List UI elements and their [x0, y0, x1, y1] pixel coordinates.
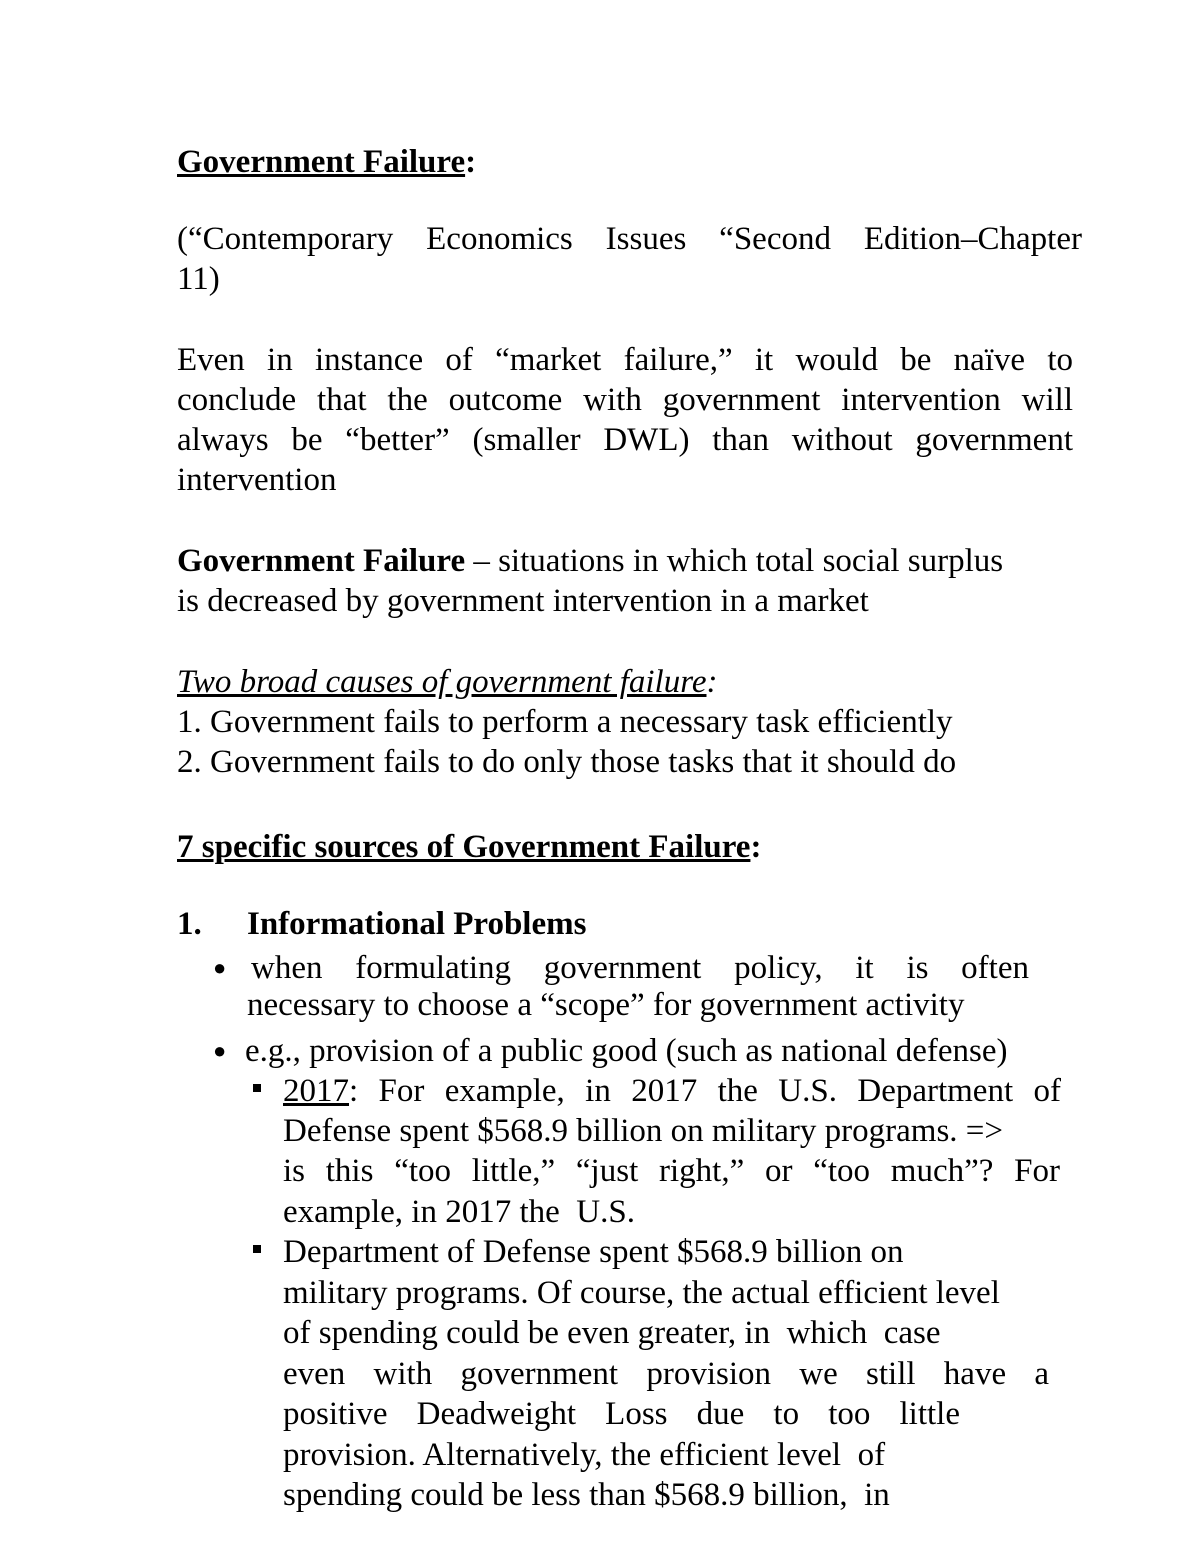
bullet-dot-icon: ● [213, 1038, 227, 1063]
page-title-text: Government Failure [177, 144, 466, 180]
page-title-colon: : [465, 144, 477, 180]
causes-heading-text: Two broad causes of government failure [177, 664, 707, 700]
definition-term: Government Failure [177, 543, 466, 579]
sub-bullet-1-line-4: example, in 2017 the U.S. [283, 1194, 635, 1230]
definition-line-1 [177, 541, 1003, 581]
definition-line-2: is decreased by government intervention in a market [177, 583, 869, 619]
sub-bullet-1-line-3: is this “too little,” “just right,” or “too much”? For [283, 1153, 1060, 1189]
sub-bullet-2-line-2: military programs. Of course, the actual efficient level [283, 1275, 1000, 1311]
intro-line-2: conclude that the outcome with government intervention will [177, 382, 1073, 418]
sub-bullet-2-line-6: provision. Alternatively, the efficient level of [283, 1437, 886, 1473]
causes-heading [177, 662, 717, 702]
sub-bullet-1-line-1 [283, 1071, 1061, 1111]
square-bullet-icon [253, 1245, 261, 1253]
definition-text: – situations in which total social surplus [465, 543, 1004, 579]
bullet-dot-icon: ● [213, 955, 227, 980]
source-item-number: 1. [177, 906, 202, 942]
citation-line-2: 11) [177, 261, 220, 297]
bullet-1-line-1: when formulating government policy, it is often [251, 950, 1029, 986]
bullet-1-line-2: necessary to choose a “scope” for government activity [247, 987, 965, 1023]
intro-line-4: intervention [177, 462, 337, 498]
sources-heading-text: 7 specific sources of Government Failure [177, 829, 751, 865]
citation-line-1: (“Contemporary Economics Issues “Second Edition–Chapter [177, 221, 1082, 257]
sub-bullet-1-line-2: Defense spent $568.9 billion on military programs. => [283, 1113, 1004, 1149]
sub-bullet-1-text: : For example, in 2017 the U.S. Department of [349, 1073, 1061, 1109]
sub-bullet-2-line-5: positive Deadweight Loss due to too little [283, 1396, 960, 1432]
square-bullet-icon [253, 1084, 261, 1092]
sub-bullet-2-line-1: Department of Defense spent $568.9 billion on [283, 1234, 904, 1270]
page-title [177, 142, 476, 182]
cause-item-2: 2. Government fails to do only those tasks that it should do [177, 744, 957, 780]
source-item-title: Informational Problems [247, 906, 587, 942]
sub-bullet-1-year: 2017 [283, 1073, 349, 1109]
cause-item-1: 1. Government fails to perform a necessary task efficiently [177, 704, 953, 740]
intro-line-3: always be “better” (smaller DWL) than without government [177, 422, 1073, 458]
sub-bullet-2-line-7: spending could be less than $568.9 billion, in [283, 1477, 890, 1513]
intro-line-1: Even in instance of “market failure,” it would be naïve to [177, 342, 1073, 378]
sub-bullet-2-line-3: of spending could be even greater, in which case [283, 1315, 941, 1351]
sources-heading [177, 827, 761, 867]
sources-heading-colon: : [750, 829, 762, 865]
sub-bullet-2-line-4: even with government provision we still have a [283, 1356, 1049, 1392]
causes-heading-colon: : [706, 664, 718, 700]
bullet-2-line-1: e.g., provision of a public good (such as national defense) [245, 1033, 1008, 1069]
